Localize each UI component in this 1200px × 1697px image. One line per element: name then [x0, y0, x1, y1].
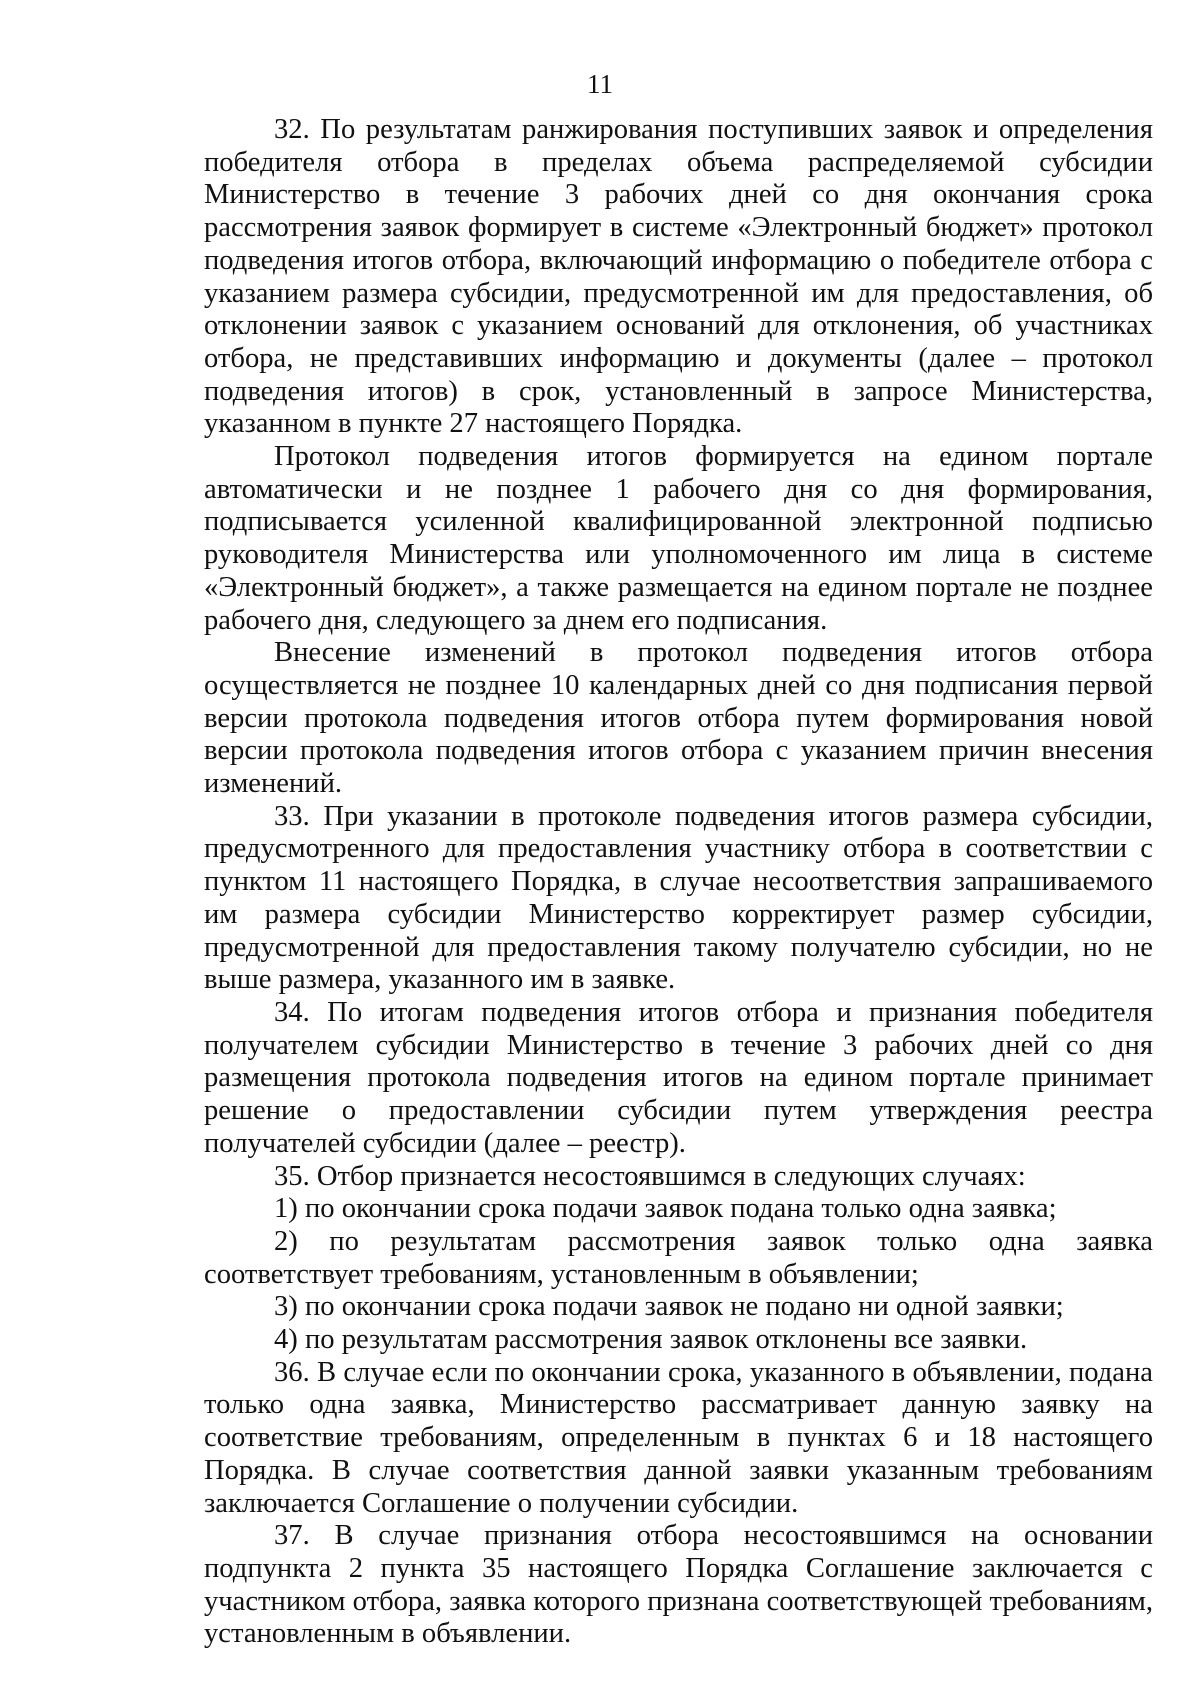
paragraph-32: 32. По результатам ранжирования поступивших заявок и определения победителя отбора в пределах объема распределяемой субсидии Министерство в течение 3 рабочих дней со дня окончания срока рассмотрения заявок формирует в системе «Электронный бюджет» протокол подведения итогов отбора, включающий информацию о победителе отбора с указанием размера субсидии, предусмотренной им для предоставления, об отклонении заявок с указанием оснований для отклонения, об участниках отбора, не представивших информацию и документы (далее – протокол подведения итогов) в срок, установленный в запросе Министерства, указанном в пункте 27 настоящего Порядка.	[204, 114, 1153, 440]
paragraph-36: 36. В случае если по окончании срока, указанного в объявлении, подана только одна заявка, Министерство рассматривает данную заявку на соответствие требованиям, определенным в пунктах 6 и 18 настоящего Порядка. В случае соответствия данной заявки указанным требованиям заключается Соглашение о получении субсидии.	[204, 1356, 1153, 1519]
paragraph-35-item-4: 4) по результатам рассмотрения заявок отклонены все заявки.	[274, 1324, 1028, 1356]
paragraph-protocol-formation: Протокол подведения итогов формируется на едином портале автоматически и не позднее 1 рабочего дня со дня формирования, подписывается усиленной квалифицированной электронной подписью руководителя Министерства или уполномоченного им лица в системе «Электронный бюджет», а также размещается на едином портале не позднее рабочего дня, следующего за днем его подписания.	[204, 441, 1153, 636]
paragraph-35-item-2: 2) по результатам рассмотрения заявок только одна заявка соответствует требованиям, установленным в объявлении;	[204, 1225, 1153, 1290]
paragraph-35: 35. Отбор признается несостоявшимся в следующих случаях:	[274, 1160, 1026, 1192]
paragraph-33: 33. При указании в протоколе подведения итогов размера субсидии, предусмотренного для предоставления участнику отбора в соответствии с пунктом 11 настоящего Порядка, в случае несоответствия запрашиваемого им размера субсидии Министерство корректирует размер субсидии, предусмотренной для предоставления такому получателю субсидии, но не выше размера, указанного им в заявке.	[204, 800, 1153, 996]
paragraph-37: 37. В случае признания отбора несостоявшимся на основании подпункта 2 пункта 35 настоящего Порядка Соглашение заключается с участником отбора, заявка которого признана соответствующей требованиям, установленным в объявлении.	[204, 1520, 1153, 1650]
paragraph-35-item-1: 1) по окончании срока подачи заявок подана только одна заявка;	[274, 1193, 1057, 1225]
paragraph-protocol-changes: Внесение изменений в протокол подведения итогов отбора осуществляется не позднее 10 календарных дней со дня подписания первой версии протокола подведения итогов отбора путем формирования новой версии протокола подведения итогов отбора с указанием причин внесения изменений.	[204, 637, 1153, 800]
page-number: 11	[587, 69, 613, 99]
document-body	[204, 114, 1153, 1651]
paragraph-35-item-3: 3) по окончании срока подачи заявок не подано ни одной заявки;	[274, 1291, 1064, 1323]
paragraph-34: 34. По итогам подведения итогов отбора и признания победителя получателем субсидии Министерство в течение 3 рабочих дней со дня размещения протокола подведения итогов на едином портале принимает решение о предоставлении субсидии путем утверждения реестра получателей субсидии (далее – реестр).	[204, 996, 1153, 1159]
